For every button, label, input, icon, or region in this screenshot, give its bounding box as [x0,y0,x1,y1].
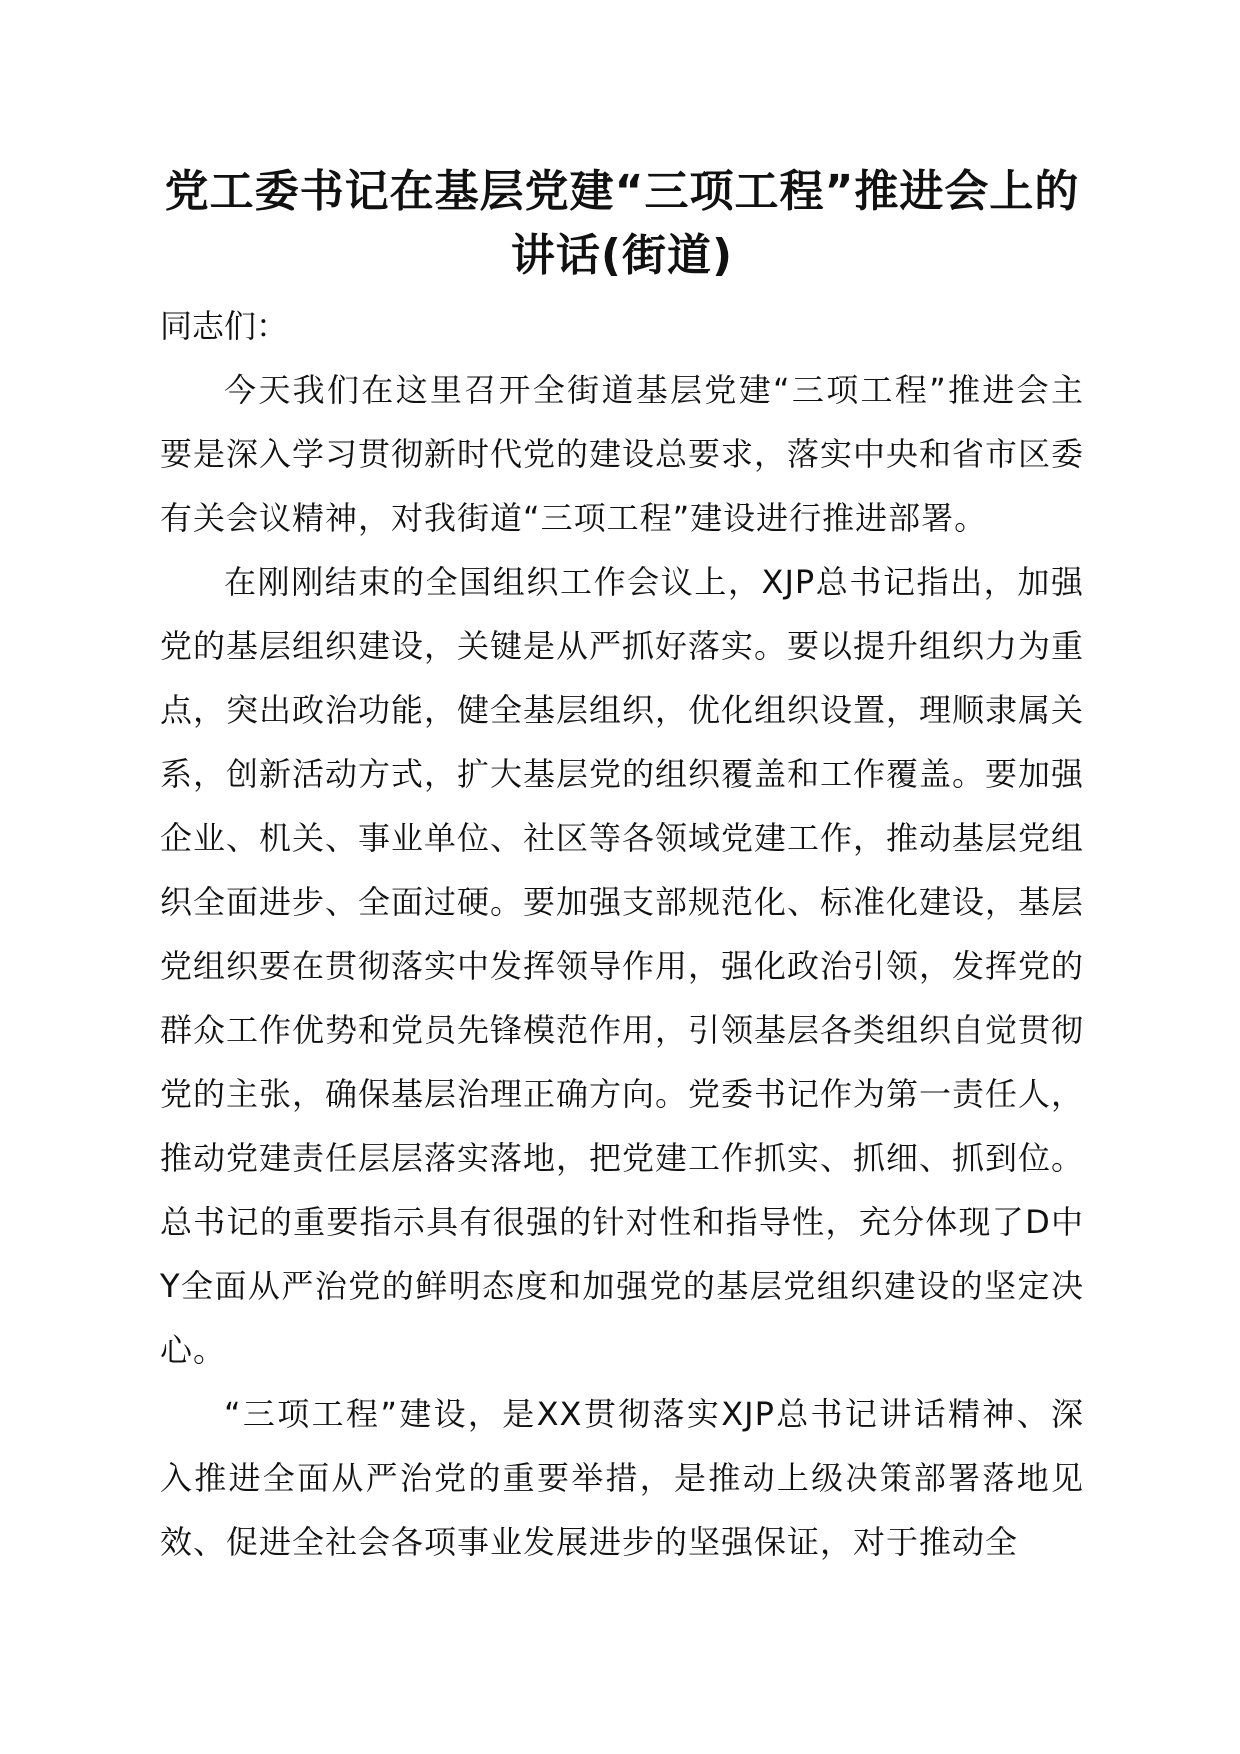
document-title: 党工委书记在基层党建“三项工程”推进会上的讲话(街道) [164,166,1080,281]
paragraph-3: “三项工程”建设，是XX贯彻落实XJP总书记讲话精神、深入推进全面从严治党的重要举措，是推动上级决策部署落地见效、促进全社会各项事业发展进步的坚强保证，对于推动全 [160,1395,1084,1561]
document-body [160,160,1084,1574]
paragraph-2: 在刚刚结束的全国组织工作会议上，XJP总书记指出，加强党的基层组织建设，关键是从严抓好落实。要以提升组织力为重点，突出政治功能，健全基层组织，优化组织设置，理顺隶属关系，创新活动方式，扩大基层党的组织覆盖和工作覆盖。要加强企业、机关、事业单位、社区等各领域党建工作，推动基层党组织全面进步、全面过硬。要加强支部规范化、标准化建设，基层党组织要在贯彻落实中发挥领导作用，强化政治引领，发挥党的群众工作优势和党员先锋模范作用，引领基层各类组织自觉贯彻党的主张，确保基层治理正确方向。党委书记作为第一责任人，推动党建责任层层落实落地，把党建工作抓实、抓细、抓到位。总书记的重要指示具有很强的针对性和指导性，充分体现了D中Y全面从严治党的鲜明态度和加强党的基层党组织建设的坚定决心。 [160,563,1085,1369]
salutation: 同志们： [160,307,289,345]
paragraph-1: 今天我们在这里召开全街道基层党建“三项工程”推进会主要是深入学习贯彻新时代党的建设总要求，落实中央和省市区委有关会议精神，对我街道“三项工程”建设进行推进部署。 [160,371,1085,537]
